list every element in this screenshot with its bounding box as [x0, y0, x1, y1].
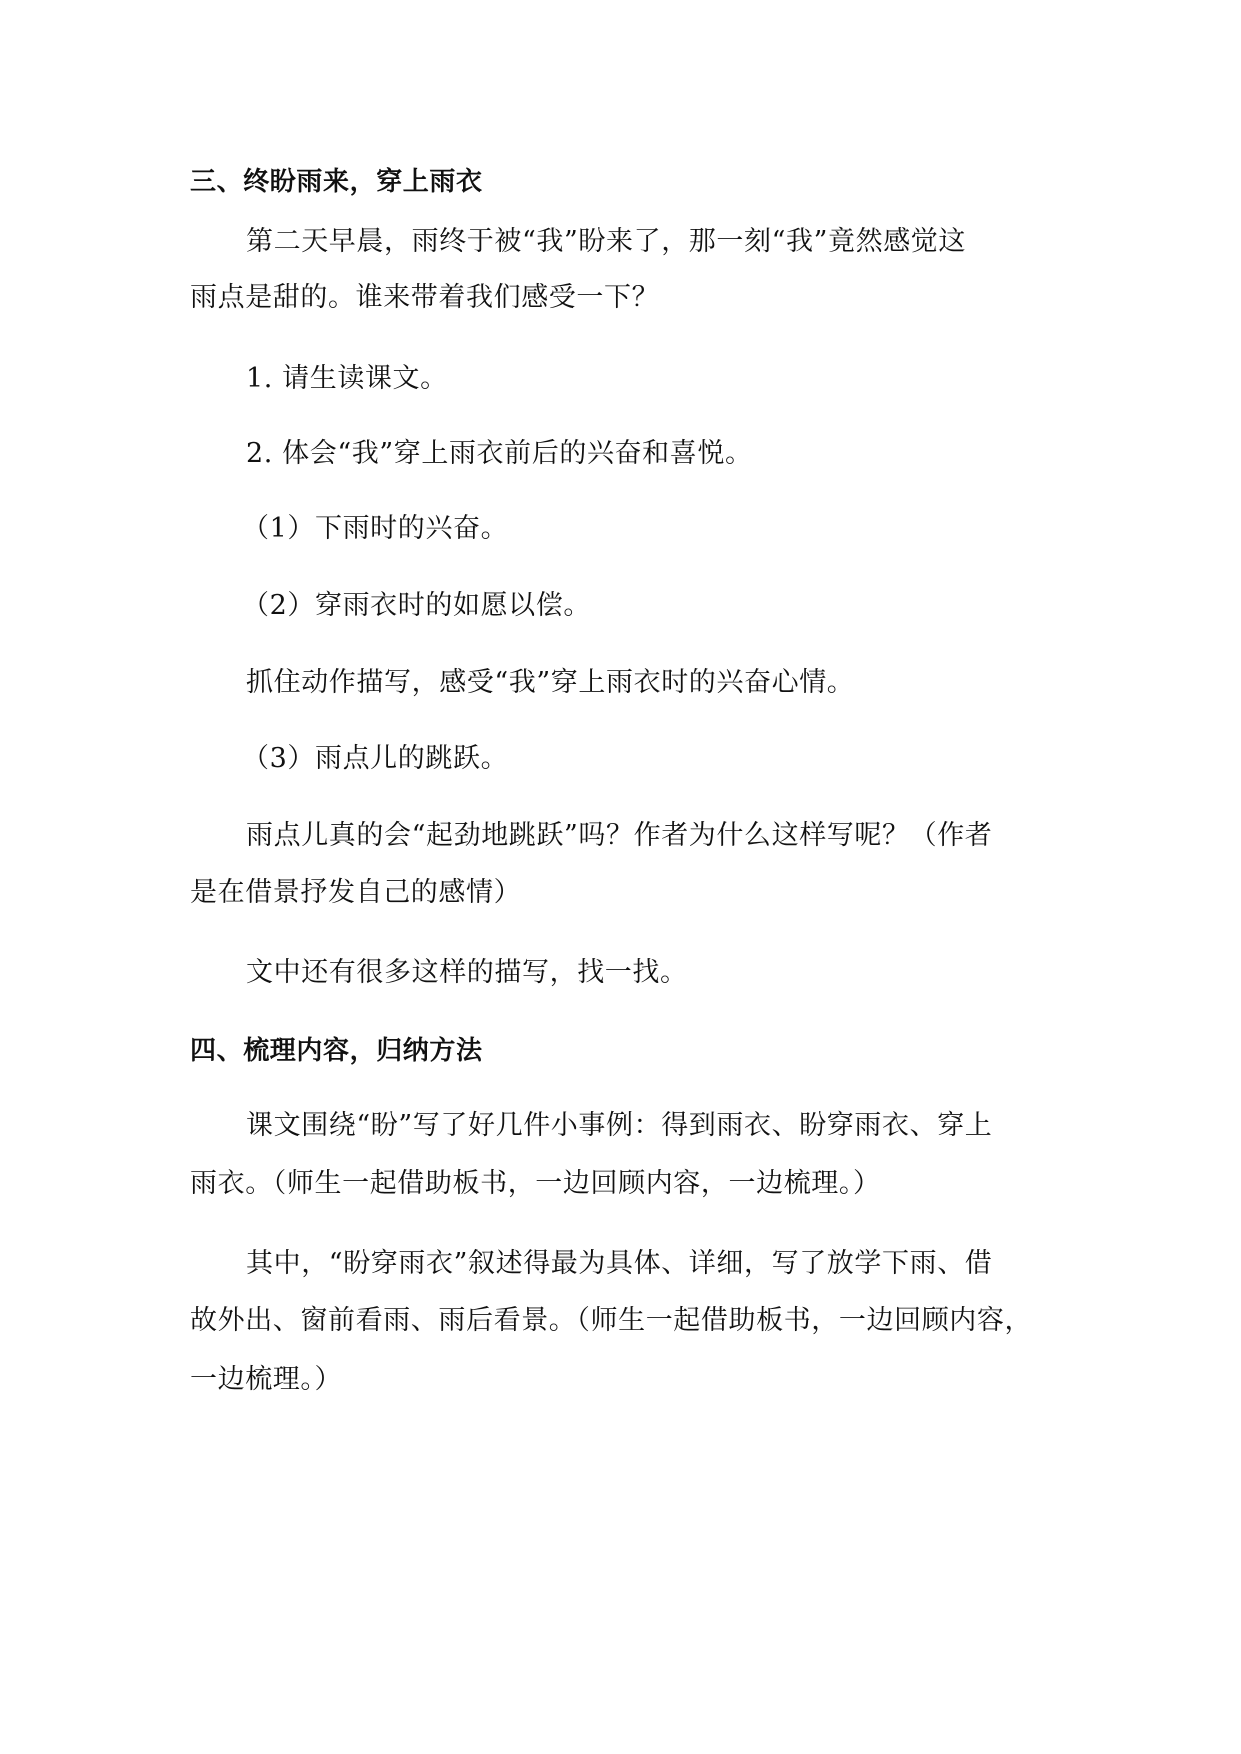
- section-3-note: 抓住动作描写，感受“我”穿上雨衣时的兴奋心情。: [246, 667, 855, 698]
- section-4-paragraph-2-line-1: 其中，“盼穿雨衣”叙述得最为具体、详细，写了放学下雨、借: [246, 1248, 993, 1279]
- section-4-paragraph-2-line-3: 一边梳理。）: [190, 1364, 343, 1395]
- section-3-paragraph-1-line-2: 雨点是甜的。谁来带着我们感受一下？: [190, 282, 660, 313]
- section-4-paragraph-2-line-2: 故外出、窗前看雨、雨后看景。（师生一起借助板书，一边回顾内容，: [190, 1305, 1033, 1336]
- section-3-item-1: 1. 请生读课文。: [246, 363, 448, 394]
- section-3-paragraph-1-line-1: 第二天早晨，雨终于被“我”盼来了，那一刻“我”竟然感觉这: [246, 226, 967, 257]
- section-3-paragraph-3: 文中还有很多这样的描写，找一找。: [246, 957, 688, 988]
- section-3-heading: 三、终盼雨来，穿上雨衣: [190, 167, 483, 197]
- section-4-paragraph-1-line-2: 雨衣。（师生一起借助板书，一边回顾内容，一边梳理。）: [190, 1168, 881, 1199]
- section-3-paragraph-2-line-2: 是在借景抒发自己的感情）: [190, 877, 522, 908]
- section-3-subitem-2: （2）穿雨衣时的如愿以偿。: [242, 590, 591, 621]
- section-3-subitem-3: （3）雨点儿的跳跃。: [242, 743, 509, 774]
- section-3-subitem-1: （1）下雨时的兴奋。: [242, 513, 509, 544]
- section-3-paragraph-2-line-1: 雨点儿真的会“起劲地跳跃”吗？作者为什么这样写呢？（作者: [246, 820, 993, 851]
- section-4-heading: 四、梳理内容，归纳方法: [190, 1036, 483, 1066]
- section-4-paragraph-1-line-1: 课文围绕“盼”写了好几件小事例：得到雨衣、盼穿雨衣、穿上: [246, 1110, 993, 1141]
- section-3-item-2: 2. 体会“我”穿上雨衣前后的兴奋和喜悦。: [246, 438, 753, 469]
